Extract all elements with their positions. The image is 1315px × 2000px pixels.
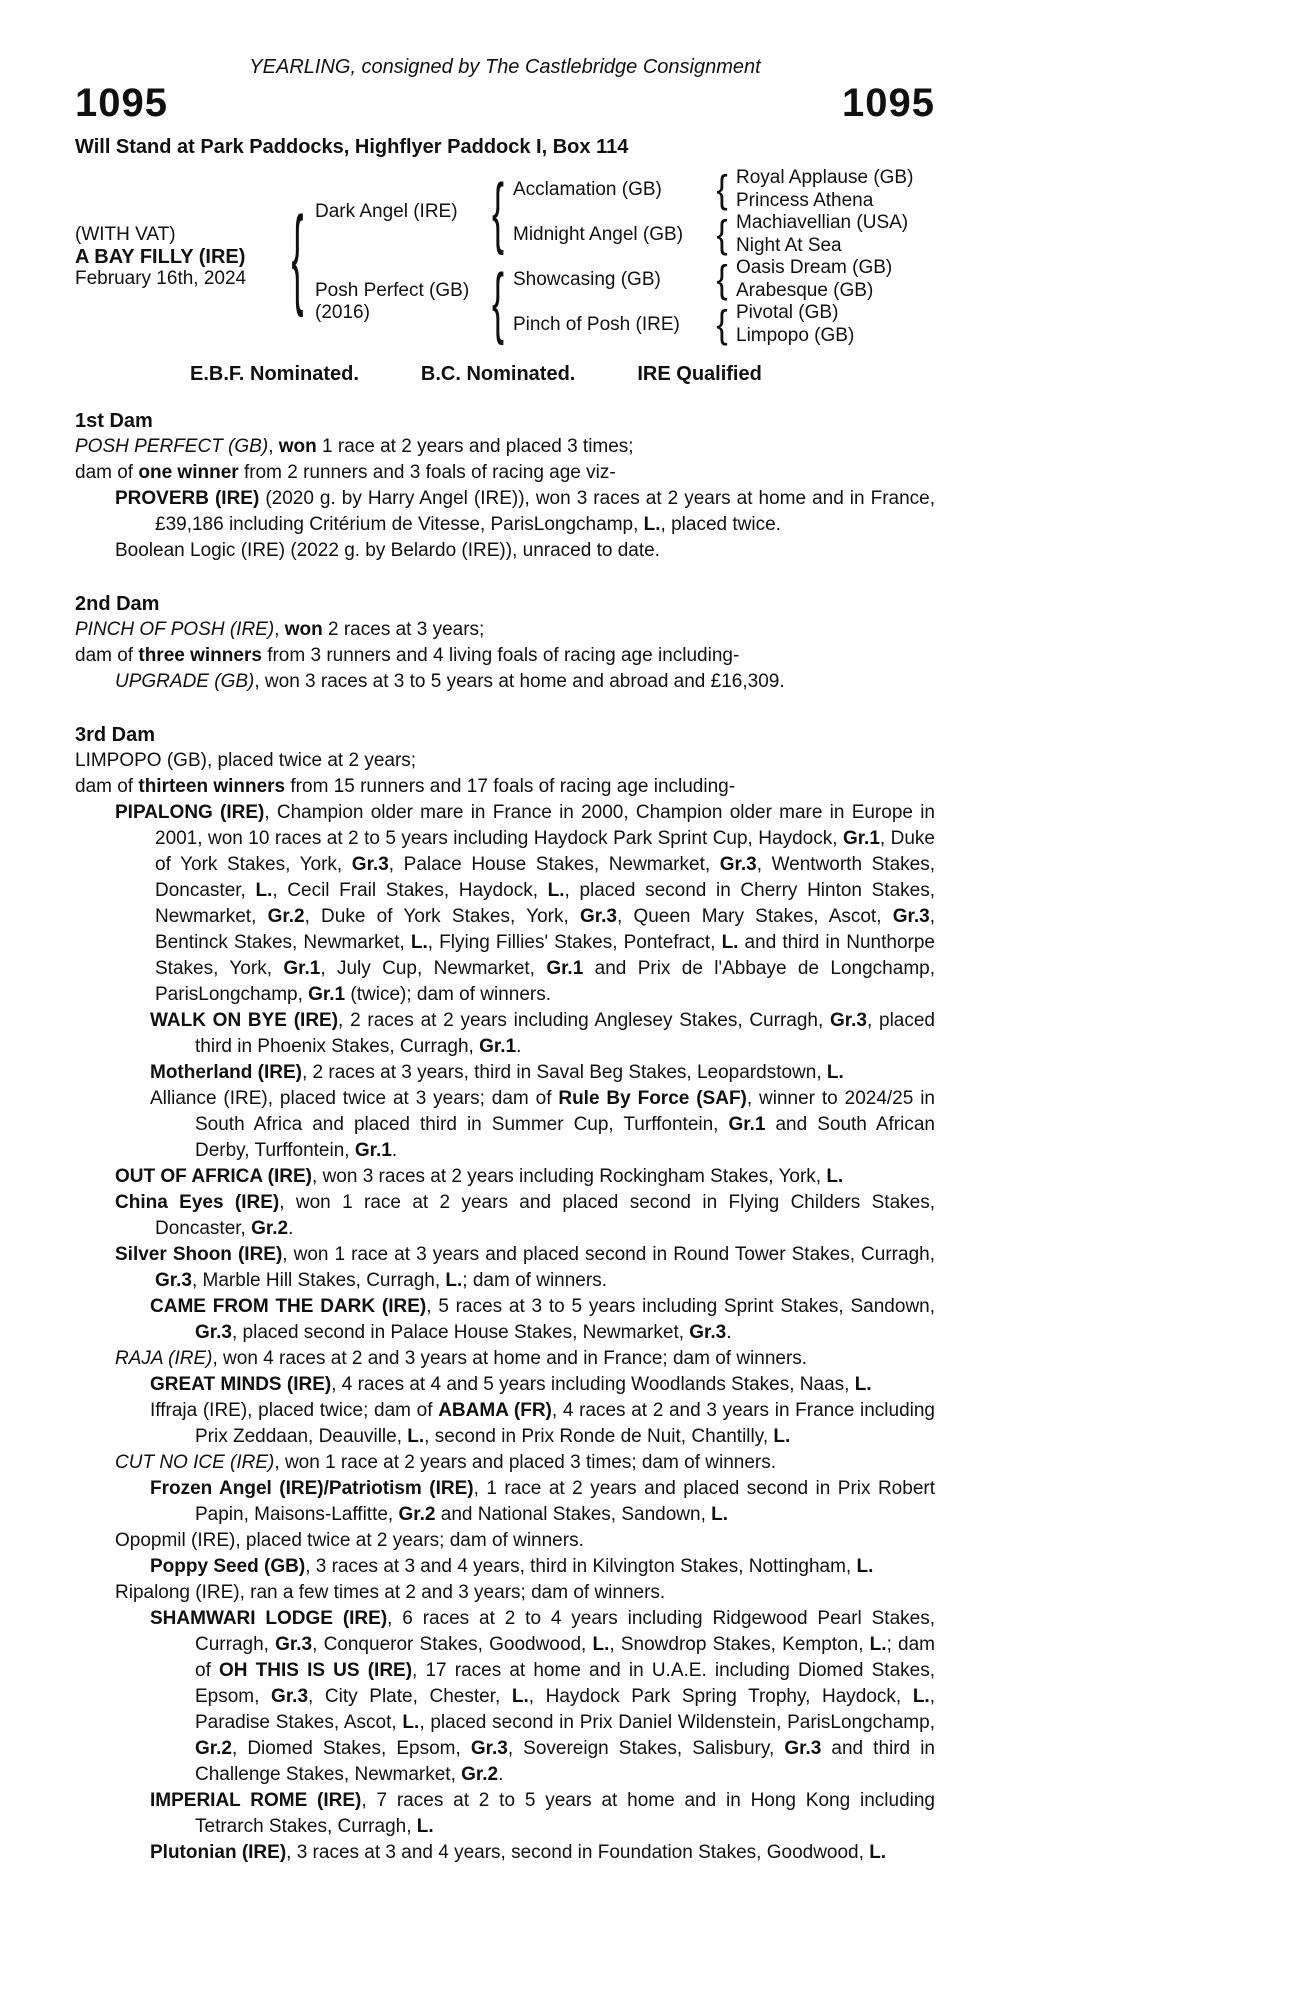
text-run: , winner to 2024/25 in South Africa and placed third in Summer Cup, Turffontein, [195,1088,935,1135]
text-run: L. [856,1556,874,1577]
text-run: , 4 races at 4 and 5 years including Woodlands Stakes, Naas, [331,1374,855,1395]
text-run: Gr.2 [195,1738,232,1759]
sire-dam-sire-name: Machiavellian (USA) [736,212,909,233]
text-run: , 6 races at 2 to 4 years including Ridgewood Pearl Stakes, Curragh, [195,1608,935,1655]
text-run: , Sovereign Stakes, Salisbury, [507,1738,785,1759]
text-run: , Cecil Frail Stakes, Haydock, [272,880,548,901]
catalogue-paragraph [75,1554,935,1580]
catalogue-paragraph [75,486,935,538]
section-heading-2nd-dam: 2nd Dam [75,593,160,615]
text-run: , second in Prix Ronde de Nuit, Chantilly, [424,1426,774,1447]
text-run: and National Stakes, Sandown, [435,1504,712,1525]
dam-dam-parents [736,302,935,347]
ire-qualified-label: IRE Qualified [637,363,762,385]
text-run: Gr.3 [719,854,757,875]
brace-glyph: { [716,257,728,302]
text-run: (2020 g. by Harry Angel (IRE)), won 3 races at 2 years at home and in France, £39,186 including Critérium de Vitesse, ParisLongchamp, [155,488,935,535]
sire-sire-parents [736,167,935,212]
text-run: OH THIS IS US (IRE) [219,1660,413,1681]
brace-glyph: { [291,191,304,319]
text-run: Silver Shoon (IRE) [115,1244,283,1265]
text-run: UPGRADE (GB) [115,671,255,692]
text-run: Gr.3 [784,1738,822,1759]
text-run: , 17 races at home and in U.A.E. including Diomed Stakes, Epsom, [195,1660,935,1707]
text-run: Boolean Logic (IRE) (2022 g. by Belardo (IRE)), unraced to date. [115,540,660,561]
text-run: Gr.3 [195,1322,232,1343]
text-run: one winner [138,462,239,483]
text-run: , won 3 races at 3 to 5 years at home and abroad and £16,309. [254,671,785,692]
sire-sire-name: Acclamation (GB) [513,178,662,200]
catalogue-paragraph [75,1528,935,1554]
dam-sire-dam-name: Arabesque (GB) [736,279,874,301]
bc-nominated-label: B.C. Nominated. [420,363,576,385]
text-run: Poppy Seed (GB) [150,1556,306,1577]
text-run: , Duke of York Stakes, York, [304,906,580,927]
text-run: PIPALONG (IRE) [115,802,265,823]
section-body-1st-dam [75,434,935,564]
text-run: , placed second in Prix Daniel Wildenstein, ParisLongchamp, [419,1712,935,1733]
text-run: L. [643,514,661,535]
text-run: , 2 races at 3 years, third in Saval Beg Stakes, Leopardstown, [302,1062,827,1083]
text-run: ; dam of winners. [462,1270,607,1291]
catalogue-paragraph [75,1164,935,1190]
nominations-row [75,363,935,386]
text-run: , City Plate, Chester, [308,1686,512,1707]
dam-sire-row [513,257,935,302]
text-run: , [268,436,279,457]
text-run: , 2 races at 2 years including Anglesey Stakes, Curragh, [338,1010,830,1031]
text-run: L. [826,1166,844,1187]
catalogue-paragraph [75,1346,935,1372]
ebf-nominated-label: E.B.F. Nominated. [190,363,359,385]
text-run: RAJA (IRE) [115,1348,213,1369]
brace-glyph: { [491,165,505,256]
catalogue-paragraph [75,1398,935,1450]
text-run: PINCH OF POSH (IRE) [75,619,275,640]
text-run: and Prix de l'Abbaye de Longchamp, ParisLongchamp, [155,958,935,1005]
dam-section-1st [75,408,935,564]
sire-dam-parents [736,212,935,257]
text-run: . [498,1764,504,1785]
catalogue-paragraph [75,1788,935,1840]
catalogue-paragraph [75,1476,935,1528]
brace-glyph: { [491,255,505,346]
catalogue-paragraph [75,1060,935,1086]
text-run: L. [711,1504,729,1525]
text-run: , Conqueror Stakes, Goodwood, [312,1634,593,1655]
text-run: Gr.1 [308,984,346,1005]
text-run: Gr.2 [398,1504,436,1525]
text-run: Gr.3 [351,854,389,875]
text-run: L. [255,880,273,901]
text-run: L. [407,1426,425,1447]
catalogue-paragraph [75,1086,935,1164]
text-run: Gr.1 [842,828,880,849]
text-run: , Champion older mare in France in 2000, Champion older mare in Europe in 2001, won 10 races at 2 to 5 years including Haydock Park Sprint Cup, Haydock, [155,802,935,849]
text-run: Gr.1 [728,1114,766,1135]
sire-name: Dark Angel (IRE) [315,201,458,222]
text-run: dam of [75,645,139,666]
lot-number-left: 1095 [75,81,168,125]
text-run: . [391,1140,398,1161]
text-run: Motherland (IRE) [150,1062,302,1083]
text-run: , Paradise Stakes, Ascot, [195,1686,935,1733]
text-run: L. [416,1816,434,1837]
text-run: CAME FROM THE DARK (IRE) [150,1296,427,1317]
catalogue-paragraph [75,643,935,669]
sire-sire-sire-name: Royal Applause (GB) [736,167,914,188]
catalogue-paragraph [75,1840,935,1866]
text-run: , July Cup, Newmarket, [320,958,547,979]
text-run: Rule By Force (SAF) [558,1088,747,1109]
text-run: Iffraja (IRE), placed twice; dam of [150,1400,439,1421]
text-run: dam of [75,776,139,797]
dam-name-block [315,280,483,324]
text-run: dam of [75,462,139,483]
sire-dam-row [513,212,935,257]
text-run: , Duke of York Stakes, York, [155,828,936,875]
subject-foaling-date: February 16th, 2024 [75,268,247,289]
text-run: , 1 race at 2 years and placed second in Prix Robert Papin, Maisons-Laffitte, [195,1478,935,1525]
text-run: , Diomed Stakes, Epsom, [231,1738,471,1759]
text-run: , placed second in Cherry Hinton Stakes, Newmarket, [155,880,936,927]
text-run: Gr.1 [479,1036,517,1057]
text-run: Gr.2 [267,906,305,927]
section-heading-3rd-dam: 3rd Dam [75,724,156,746]
brace-glyph: { [716,167,728,212]
text-run: WALK ON BYE (IRE) [150,1010,339,1031]
text-run: , won 4 races at 2 and 3 years at home and in France; dam of winners. [212,1348,808,1369]
text-run: , 3 races at 3 and 4 years, second in Foundation Stakes, Goodwood, [286,1842,870,1863]
text-run: LIMPOPO (GB), placed twice at 2 years; [75,750,417,771]
text-run: , Marble Hill Stakes, Curragh, [191,1270,446,1291]
text-run: Gr.3 [892,906,930,927]
text-run: L. [402,1712,420,1733]
pedigree-dam-block [315,257,935,347]
dam-sections [75,408,935,1866]
text-run: from 2 runners and 3 foals of racing age viz- [238,462,616,483]
text-run: , won 1 race at 2 years and placed 3 times; dam of winners. [274,1452,777,1473]
catalogue-paragraph [75,1450,935,1476]
stand-location-line: Will Stand at Park Paddocks, Highflyer Paddock I, Box 114 [75,136,629,158]
pedigree-brace-sire-sire [708,167,736,212]
text-run: SHAMWARI LODGE (IRE) [150,1608,388,1629]
text-run: L. [826,1062,844,1083]
dam-name: Posh Perfect (GB) [315,280,470,301]
text-run: won [278,436,317,457]
dam-sire-name: Showcasing (GB) [513,268,661,290]
section-body-3rd-dam [75,748,935,1866]
catalogue-paragraph [75,748,935,774]
text-run: Gr.3 [579,906,617,927]
text-run: , Bentinck Stakes, Newmarket, [155,906,935,953]
text-run: Gr.3 [689,1322,727,1343]
pedigree-subject [75,224,280,290]
text-run: , Queen Mary Stakes, Ascot, [616,906,893,927]
text-run: , 4 races at 2 and 3 years in France including Prix Zeddaan, Deauville, [195,1400,935,1447]
text-run: ; dam of [195,1634,935,1681]
catalogue-paragraph [75,1606,935,1788]
catalogue-paragraph [75,1294,935,1346]
pedigree-table [75,167,935,347]
text-run: (twice); dam of winners. [345,984,552,1005]
text-run: L. [773,1426,791,1447]
brace-glyph: { [716,212,728,257]
dam-dam-row [513,302,935,347]
text-run: , Flying Fillies' Stakes, Pontefract, [427,932,722,953]
catalogue-paragraph [75,1008,935,1060]
text-run: POSH PERFECT (GB) [75,436,269,457]
pedigree-brace-subject [280,191,315,319]
catalogue-paragraph [75,538,935,564]
text-run: L. [869,1842,887,1863]
dam-sire-sire-name: Oasis Dream (GB) [736,257,893,278]
pedigree-brace-sire-dam [708,212,736,257]
text-run: Gr.1 [354,1140,392,1161]
text-run: Gr.1 [546,958,584,979]
text-run: , Wentworth Stakes, Doncaster, [155,854,935,901]
text-run: , 3 races at 3 and 4 years, third in Kilvington Stakes, Nottingham, [305,1556,857,1577]
text-run: Opopmil (IRE), placed twice at 2 years; dam of winners. [115,1530,584,1551]
subject-name: A BAY FILLY (IRE) [75,246,246,268]
catalogue-paragraph [75,1190,935,1242]
text-run: , won 3 races at 2 years including Rockingham Stakes, York, [312,1166,827,1187]
sire-dam-dam-name: Night At Sea [736,234,842,256]
catalogue-paragraph [75,774,935,800]
catalogue-paragraph [75,1242,935,1294]
text-run: OUT OF AFRICA (IRE) [115,1166,313,1187]
text-run: , Snowdrop Stakes, Kempton, [609,1634,870,1655]
text-run: L. [547,880,565,901]
text-run: 1 race at 2 years and placed 3 times; [316,436,634,457]
text-run: China Eyes (IRE) [115,1192,280,1213]
text-run: and South African Derby, Turffontein, [195,1114,935,1161]
text-run: IMPERIAL ROME (IRE) [150,1790,362,1811]
dam-dam-sire-name: Pivotal (GB) [736,302,839,323]
text-run: and third in Nunthorpe Stakes, York, [155,932,935,979]
dam-year: (2016) [315,302,370,323]
text-run: three winners [138,645,262,666]
text-run: Gr.3 [830,1010,867,1031]
section-heading-1st-dam: 1st Dam [75,410,153,432]
pedigree-brace-dam-dam [708,302,736,347]
section-body-2nd-dam [75,617,935,695]
brace-glyph: { [716,302,728,347]
text-run: ABAMA (FR) [438,1400,552,1421]
text-run: Alliance (IRE), placed twice at 3 years; dam of [150,1088,559,1109]
pedigree-brace-sire [483,165,513,256]
text-run: L. [445,1270,463,1291]
text-run: , placed twice. [660,514,781,535]
text-run: . [516,1036,522,1057]
text-run: , placed second in Palace House Stakes, Newmarket, [231,1322,690,1343]
text-run: Frozen Angel (IRE)/Patriotism (IRE) [150,1478,474,1499]
text-run: won [284,619,323,640]
text-run: L. [410,932,428,953]
text-run: . [288,1218,294,1239]
text-run: CUT NO ICE (IRE) [115,1452,275,1473]
dam-dam-dam-name: Limpopo (GB) [736,324,855,346]
text-run: L. [869,1634,887,1655]
lot-number-right: 1095 [842,81,935,125]
text-run: Gr.3 [470,1738,508,1759]
text-run: PROVERB (IRE) [115,488,260,509]
text-run: from 15 runners and 17 foals of racing age including- [285,776,736,797]
pedigree-sire-block [315,167,935,257]
text-run: Gr.3 [271,1686,309,1707]
text-run: Gr.2 [251,1218,289,1239]
text-run: L. [912,1686,930,1707]
catalogue-column [75,0,935,1866]
text-run: Gr.3 [155,1270,192,1291]
text-run: , Palace House Stakes, Newmarket, [388,854,720,875]
text-run: and third in Challenge Stakes, Newmarket, [195,1738,935,1785]
vat-note: (WITH VAT) [75,224,176,245]
catalogue-paragraph [75,669,935,695]
sire-grandparents [513,167,935,257]
text-run: Gr.2 [461,1764,499,1785]
sire-dam-name: Midnight Angel (GB) [513,223,684,245]
text-run: Gr.1 [283,958,321,979]
dam-grandparents [513,257,935,347]
text-run: , 7 races at 2 to 5 years at home and in Hong Kong including Tetrarch Stakes, Curragh, [195,1790,935,1837]
text-run: Plutonian (IRE) [150,1842,287,1863]
text-run: L. [721,932,739,953]
text-run: , placed third in Phoenix Stakes, Curragh, [195,1010,935,1057]
catalogue-paragraph [75,1372,935,1398]
catalogue-paragraph [75,460,935,486]
text-run: , Haydock Park Spring Trophy, Haydock, [528,1686,913,1707]
dam-dam-name: Pinch of Posh (IRE) [513,313,680,335]
text-run: . [726,1322,732,1343]
sire-sire-dam-name: Princess Athena [736,189,874,211]
catalogue-paragraph [75,800,935,1008]
text-run: , won 1 race at 2 years and placed second in Flying Childers Stakes, Doncaster, [155,1192,935,1239]
text-run: Gr.3 [275,1634,313,1655]
text-run: L. [592,1634,610,1655]
text-run: , 5 races at 3 to 5 years including Sprint Stakes, Sandown, [426,1296,936,1317]
text-run: , won 1 race at 3 years and placed second in Round Tower Stakes, Curragh, [282,1244,935,1265]
pedigree-parents [315,167,935,347]
lot-number-row [75,81,935,126]
text-run: Ripalong (IRE), ran a few times at 2 and 3 years; dam of winners. [115,1582,666,1603]
dam-section-2nd [75,591,935,695]
catalogue-paragraph [75,434,935,460]
pedigree-brace-dam-sire [708,257,736,302]
dam-section-3rd [75,722,935,1866]
text-run: L. [854,1374,872,1395]
text-run: GREAT MINDS (IRE) [150,1374,332,1395]
text-run: , [274,619,285,640]
consignor-line: YEARLING, consigned by The Castlebridge Consignment [249,56,761,78]
pedigree-brace-dam [483,255,513,346]
text-run: L. [511,1686,529,1707]
catalogue-paragraph [75,617,935,643]
dam-sire-parents [736,257,935,302]
text-run: 2 races at 3 years; [322,619,485,640]
sire-sire-row [513,167,935,212]
text-run: thirteen winners [138,776,286,797]
catalogue-paragraph [75,1580,935,1606]
text-run: from 3 runners and 4 living foals of racing age including- [261,645,740,666]
